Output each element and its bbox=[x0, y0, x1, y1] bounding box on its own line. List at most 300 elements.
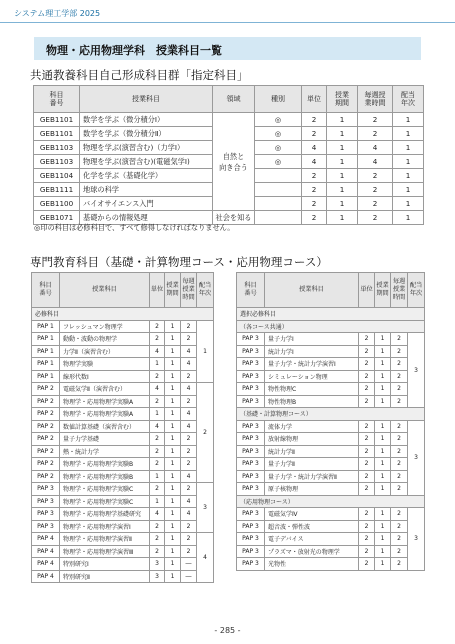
left-col-period bbox=[165, 273, 181, 308]
course-period: 1 bbox=[327, 211, 358, 225]
course-code: GEB1103 bbox=[34, 141, 80, 155]
course-code: PAP 3 bbox=[32, 483, 60, 496]
course-subject: バイオサイエンス入門 bbox=[80, 197, 213, 211]
course-year: 3 bbox=[197, 483, 214, 533]
course-subject: 量子力学Ⅱ bbox=[265, 458, 359, 471]
course-subject: 放射線物理 bbox=[265, 433, 359, 446]
course-code: GEB1111 bbox=[34, 183, 80, 197]
course-hours: 4 bbox=[358, 155, 393, 169]
course-units: 2 bbox=[359, 420, 375, 433]
course-units: 2 bbox=[359, 383, 375, 396]
table-row bbox=[237, 470, 425, 483]
course-units: 4 bbox=[302, 155, 327, 169]
course-hours: 2 bbox=[391, 333, 408, 346]
course-subject: 量子力学基礎 bbox=[60, 433, 150, 446]
course-year: 2 bbox=[197, 383, 214, 483]
course-hours: 2 bbox=[181, 545, 197, 558]
course-period: 1 bbox=[375, 545, 391, 558]
table-row bbox=[32, 483, 214, 496]
course-units: 2 bbox=[302, 113, 327, 127]
course-period: 1 bbox=[165, 445, 181, 458]
course-units: 2 bbox=[359, 533, 375, 546]
course-units: 2 bbox=[150, 333, 165, 346]
course-units: 2 bbox=[302, 211, 327, 225]
table-row bbox=[237, 433, 425, 446]
course-code: PAP 1 bbox=[32, 320, 60, 333]
page-number: - 285 - bbox=[214, 626, 241, 635]
course-units: 4 bbox=[150, 383, 165, 396]
right-col-units: 単位 bbox=[359, 273, 375, 308]
course-hours: 4 bbox=[181, 345, 197, 358]
right-col-hours-label: 毎週 授業 時間 bbox=[392, 278, 406, 301]
header-rule bbox=[0, 22, 455, 23]
course-subject: 物性物理C bbox=[265, 383, 359, 396]
course-units: 2 bbox=[359, 458, 375, 471]
right-col-code-label: 科目 番号 bbox=[244, 282, 257, 297]
area-society: 社会を知る bbox=[213, 211, 255, 225]
course-subject: 統計力学Ⅰ bbox=[265, 345, 359, 358]
course-subject: 物理学・応用物理学実験A bbox=[60, 408, 150, 421]
course-subject: 量子力学・統計力学演習Ⅰ bbox=[265, 358, 359, 371]
course-code: PAP 3 bbox=[237, 558, 265, 571]
table-row bbox=[237, 370, 425, 383]
course-period: 1 bbox=[165, 570, 181, 583]
course-units: 2 bbox=[359, 558, 375, 571]
table-row bbox=[32, 358, 214, 371]
course-period: 1 bbox=[165, 520, 181, 533]
course-code: PAP 3 bbox=[237, 508, 265, 521]
table-row bbox=[32, 508, 214, 521]
table-row bbox=[34, 113, 424, 127]
col-period-label: 授業 期間 bbox=[335, 91, 349, 107]
section1-heading: 共通教養科目自己形成科目群「指定科目」 bbox=[30, 68, 249, 82]
course-hours: 2 bbox=[391, 345, 408, 358]
course-subject: プラズマ・放射光の物理学 bbox=[265, 545, 359, 558]
course-code: PAP 4 bbox=[32, 570, 60, 583]
course-period: 1 bbox=[375, 433, 391, 446]
course-units: 2 bbox=[150, 483, 165, 496]
course-units: 2 bbox=[359, 445, 375, 458]
specialized-left-table bbox=[31, 272, 214, 583]
course-period: 1 bbox=[165, 495, 181, 508]
course-subject: 線形代数Ⅰ bbox=[60, 370, 150, 383]
course-subject: 数値計算基礎（演習含む） bbox=[60, 420, 150, 433]
course-hours: ― bbox=[181, 570, 197, 583]
course-period: 1 bbox=[327, 127, 358, 141]
course-subject: 電子デバイス bbox=[265, 533, 359, 546]
course-hours: 2 bbox=[391, 395, 408, 408]
right-col-hours bbox=[391, 273, 408, 308]
course-period: 1 bbox=[375, 420, 391, 433]
course-subject: シミュレーション物理 bbox=[265, 370, 359, 383]
course-period: 1 bbox=[375, 508, 391, 521]
specialized-right-table bbox=[236, 272, 425, 571]
subgroup-applied: （応用物理コース） bbox=[237, 495, 425, 508]
course-code: PAP 2 bbox=[32, 445, 60, 458]
course-units: 2 bbox=[150, 533, 165, 546]
course-subject: 物理学・応用物理学実験B bbox=[60, 458, 150, 471]
course-kind: ◎ bbox=[255, 155, 302, 169]
course-code: PAP 3 bbox=[237, 433, 265, 446]
course-hours: 4 bbox=[181, 420, 197, 433]
table-row bbox=[237, 545, 425, 558]
course-hours: 2 bbox=[358, 169, 393, 183]
course-code: PAP 2 bbox=[32, 420, 60, 433]
course-year: 1 bbox=[393, 155, 424, 169]
table-row bbox=[237, 333, 425, 346]
course-units: 2 bbox=[150, 458, 165, 471]
course-hours: 2 bbox=[181, 445, 197, 458]
col-period bbox=[327, 86, 358, 113]
course-period: 1 bbox=[375, 483, 391, 496]
required-note: ◎印の科目は必修科目で、すべて修得しなければなりません。 bbox=[34, 223, 235, 232]
table-row bbox=[237, 520, 425, 533]
course-hours: 2 bbox=[358, 113, 393, 127]
course-period: 1 bbox=[327, 113, 358, 127]
course-units: 2 bbox=[359, 333, 375, 346]
course-subject: 量子力学Ⅰ bbox=[265, 333, 359, 346]
course-units: 2 bbox=[302, 183, 327, 197]
course-units: 2 bbox=[359, 370, 375, 383]
right-col-code bbox=[237, 273, 265, 308]
table-row bbox=[32, 420, 214, 433]
course-year: 4 bbox=[197, 533, 214, 583]
course-period: 1 bbox=[375, 533, 391, 546]
course-subject: 特別研究Ⅱ bbox=[60, 570, 150, 583]
course-code: PAP 3 bbox=[237, 483, 265, 496]
course-code: GEB1101 bbox=[34, 127, 80, 141]
course-units: 2 bbox=[150, 370, 165, 383]
course-units: 2 bbox=[359, 508, 375, 521]
table-row bbox=[237, 358, 425, 371]
course-units: 1 bbox=[150, 358, 165, 371]
course-subject: 数学を学ぶ（微分積分Ⅱ） bbox=[80, 127, 213, 141]
table-row bbox=[237, 383, 425, 396]
course-code: PAP 4 bbox=[32, 558, 60, 571]
course-subject: 物理学・応用物理学基礎研究 bbox=[60, 508, 150, 521]
course-kind bbox=[255, 197, 302, 211]
course-kind: ◎ bbox=[255, 141, 302, 155]
course-units: 2 bbox=[302, 169, 327, 183]
course-code: PAP 4 bbox=[32, 545, 60, 558]
course-period: 1 bbox=[375, 395, 391, 408]
course-subject: 力学Ⅱ（演習含む） bbox=[60, 345, 150, 358]
group-row bbox=[32, 308, 214, 321]
table-row bbox=[237, 395, 425, 408]
col-code bbox=[34, 86, 80, 113]
course-hours: 2 bbox=[181, 483, 197, 496]
course-period: 1 bbox=[165, 395, 181, 408]
subgroup-common: （各コース共通） bbox=[237, 320, 425, 333]
course-kind bbox=[255, 169, 302, 183]
course-code: PAP 3 bbox=[237, 395, 265, 408]
col-hours-label: 毎週授 業時間 bbox=[364, 91, 386, 107]
course-code: PAP 1 bbox=[32, 345, 60, 358]
course-hours: 2 bbox=[358, 127, 393, 141]
course-hours: 2 bbox=[181, 433, 197, 446]
course-period: 1 bbox=[165, 458, 181, 471]
course-units: 2 bbox=[359, 433, 375, 446]
course-subject: 流体力学 bbox=[265, 420, 359, 433]
table-row bbox=[237, 508, 425, 521]
table-row bbox=[237, 558, 425, 571]
course-subject: 熱・統計力学 bbox=[60, 445, 150, 458]
course-period: 1 bbox=[375, 345, 391, 358]
table-row bbox=[32, 520, 214, 533]
course-code: PAP 1 bbox=[32, 370, 60, 383]
course-period: 1 bbox=[165, 345, 181, 358]
course-code: PAP 4 bbox=[32, 533, 60, 546]
course-hours: 2 bbox=[391, 458, 408, 471]
left-col-period-label: 授業 期間 bbox=[166, 282, 179, 297]
table-row bbox=[32, 333, 214, 346]
course-period: 1 bbox=[327, 155, 358, 169]
course-kind bbox=[255, 211, 302, 225]
course-subject: 統計力学Ⅱ bbox=[265, 445, 359, 458]
course-code: PAP 1 bbox=[32, 333, 60, 346]
course-period: 1 bbox=[375, 333, 391, 346]
table-row bbox=[32, 370, 214, 383]
course-code: PAP 1 bbox=[32, 358, 60, 371]
course-subject: 量子力学・統計力学演習Ⅱ bbox=[265, 470, 359, 483]
course-year: 1 bbox=[393, 141, 424, 155]
col-hours bbox=[358, 86, 393, 113]
course-hours: 2 bbox=[391, 545, 408, 558]
right-col-period bbox=[375, 273, 391, 308]
course-period: 1 bbox=[375, 520, 391, 533]
course-units: 2 bbox=[359, 483, 375, 496]
course-subject: 動動・波動の物理学 bbox=[60, 333, 150, 346]
course-units: 3 bbox=[150, 558, 165, 571]
course-subject: 物理学・応用物理学演習Ⅲ bbox=[60, 545, 150, 558]
course-code: PAP 3 bbox=[237, 370, 265, 383]
area-nature: 自然と 向き合う bbox=[213, 113, 255, 211]
course-units: 2 bbox=[359, 358, 375, 371]
course-subject: 物性物理B bbox=[265, 395, 359, 408]
course-period: 1 bbox=[375, 358, 391, 371]
course-subject: フレッシュマン物理学 bbox=[60, 320, 150, 333]
course-subject: 物理学・応用物理学実験B bbox=[60, 470, 150, 483]
course-subject: 物理学・応用物理学演習Ⅰ bbox=[60, 520, 150, 533]
right-col-subject: 授業科目 bbox=[265, 273, 359, 308]
course-units: 4 bbox=[302, 141, 327, 155]
course-hours: 2 bbox=[391, 445, 408, 458]
course-subject: 物理学・応用物理学実験C bbox=[60, 483, 150, 496]
course-kind: ◎ bbox=[255, 127, 302, 141]
course-hours: 2 bbox=[391, 433, 408, 446]
left-col-code bbox=[32, 273, 60, 308]
course-period: 1 bbox=[165, 558, 181, 571]
table-row bbox=[32, 458, 214, 471]
left-col-units: 単位 bbox=[150, 273, 165, 308]
course-units: 2 bbox=[150, 520, 165, 533]
course-period: 1 bbox=[375, 370, 391, 383]
course-code: PAP 2 bbox=[32, 458, 60, 471]
course-units: 4 bbox=[150, 345, 165, 358]
table-row bbox=[32, 395, 214, 408]
course-units: 2 bbox=[359, 520, 375, 533]
table-row bbox=[32, 408, 214, 421]
course-hours: 4 bbox=[181, 495, 197, 508]
course-hours: 2 bbox=[391, 383, 408, 396]
course-period: 1 bbox=[165, 358, 181, 371]
course-units: 1 bbox=[150, 495, 165, 508]
table-row bbox=[32, 558, 214, 571]
course-code: PAP 3 bbox=[237, 520, 265, 533]
table-row bbox=[32, 445, 214, 458]
course-hours: 2 bbox=[391, 508, 408, 521]
course-code: GEB1071 bbox=[34, 211, 80, 225]
course-units: 2 bbox=[302, 197, 327, 211]
left-col-code-label: 科目 番号 bbox=[39, 282, 52, 297]
course-period: 1 bbox=[165, 320, 181, 333]
course-code: PAP 3 bbox=[32, 520, 60, 533]
table-row bbox=[237, 533, 425, 546]
group-row bbox=[237, 495, 425, 508]
table-row bbox=[237, 445, 425, 458]
course-hours: 2 bbox=[391, 420, 408, 433]
course-subject: 化学を学ぶ（基礎化学） bbox=[80, 169, 213, 183]
course-code: PAP 3 bbox=[237, 383, 265, 396]
left-col-hours-label: 毎週 授業 時間 bbox=[182, 278, 195, 301]
course-year: 1 bbox=[197, 320, 214, 383]
table-row bbox=[32, 495, 214, 508]
right-col-year-label: 配当 年次 bbox=[409, 282, 423, 297]
course-code: PAP 3 bbox=[32, 508, 60, 521]
course-subject: 物理学・応用物理学実験A bbox=[60, 395, 150, 408]
left-col-subject: 授業科目 bbox=[60, 273, 150, 308]
course-period: 1 bbox=[165, 370, 181, 383]
table-row bbox=[32, 545, 214, 558]
course-hours: 2 bbox=[391, 470, 408, 483]
course-units: 2 bbox=[150, 545, 165, 558]
right-col-year bbox=[408, 273, 425, 308]
course-code: PAP 2 bbox=[32, 408, 60, 421]
course-hours: 2 bbox=[358, 211, 393, 225]
course-period: 1 bbox=[375, 470, 391, 483]
left-col-hours bbox=[181, 273, 197, 308]
col-kind: 種別 bbox=[255, 86, 302, 113]
course-code: PAP 2 bbox=[32, 383, 60, 396]
course-hours: 2 bbox=[358, 197, 393, 211]
table-row bbox=[32, 433, 214, 446]
course-code: GEB1100 bbox=[34, 197, 80, 211]
course-units: 2 bbox=[359, 545, 375, 558]
course-hours: 4 bbox=[181, 470, 197, 483]
course-units: 1 bbox=[150, 408, 165, 421]
course-period: 1 bbox=[375, 458, 391, 471]
course-period: 1 bbox=[165, 533, 181, 546]
course-units: 2 bbox=[359, 345, 375, 358]
course-hours: 2 bbox=[181, 520, 197, 533]
course-code: PAP 2 bbox=[32, 433, 60, 446]
table-row bbox=[32, 570, 214, 583]
course-period: 1 bbox=[165, 433, 181, 446]
course-units: 4 bbox=[150, 420, 165, 433]
course-year: 1 bbox=[393, 169, 424, 183]
course-code: PAP 2 bbox=[32, 470, 60, 483]
course-year: 1 bbox=[393, 211, 424, 225]
course-period: 1 bbox=[327, 169, 358, 183]
table-row bbox=[32, 533, 214, 546]
course-units: 2 bbox=[150, 433, 165, 446]
course-code: PAP 3 bbox=[237, 358, 265, 371]
course-units: 3 bbox=[150, 570, 165, 583]
course-kind: ◎ bbox=[255, 113, 302, 127]
course-year: 1 bbox=[393, 197, 424, 211]
course-period: 1 bbox=[165, 420, 181, 433]
course-hours: 4 bbox=[181, 408, 197, 421]
course-hours: 2 bbox=[391, 520, 408, 533]
course-hours: ― bbox=[181, 558, 197, 571]
course-hours: 2 bbox=[391, 483, 408, 496]
right-col-period-label: 授業 期間 bbox=[376, 282, 389, 297]
course-hours: 4 bbox=[181, 383, 197, 396]
course-code: PAP 3 bbox=[237, 545, 265, 558]
course-code: PAP 2 bbox=[32, 395, 60, 408]
course-units: 2 bbox=[150, 320, 165, 333]
course-subject: 原子核物理 bbox=[265, 483, 359, 496]
course-code: PAP 3 bbox=[237, 445, 265, 458]
course-units: 1 bbox=[150, 470, 165, 483]
course-code: PAP 3 bbox=[237, 533, 265, 546]
course-hours: 2 bbox=[181, 395, 197, 408]
course-units: 2 bbox=[302, 127, 327, 141]
course-period: 1 bbox=[165, 383, 181, 396]
designated-courses-table bbox=[33, 85, 424, 225]
course-units: 2 bbox=[359, 395, 375, 408]
course-hours: 2 bbox=[181, 458, 197, 471]
page-title: 物理・応用物理学科 授業科目一覧 bbox=[46, 44, 222, 57]
group-row bbox=[237, 308, 425, 321]
group-required: 必修科目 bbox=[32, 308, 214, 321]
course-year: 1 bbox=[393, 127, 424, 141]
course-subject: 物理学・応用物理学実験C bbox=[60, 495, 150, 508]
course-year: 3 bbox=[408, 333, 425, 408]
course-code: PAP 3 bbox=[237, 333, 265, 346]
course-code: PAP 3 bbox=[237, 420, 265, 433]
col-year-label: 配当 年次 bbox=[401, 91, 415, 107]
group-row bbox=[237, 320, 425, 333]
course-period: 1 bbox=[165, 508, 181, 521]
course-units: 2 bbox=[359, 470, 375, 483]
course-period: 1 bbox=[375, 558, 391, 571]
course-subject: 基礎からの情報処理 bbox=[80, 211, 213, 225]
table-row bbox=[32, 470, 214, 483]
course-subject: 超音波・弾性波 bbox=[265, 520, 359, 533]
table-row bbox=[32, 345, 214, 358]
course-hours: 2 bbox=[391, 358, 408, 371]
course-units: 2 bbox=[150, 445, 165, 458]
course-year: 1 bbox=[393, 113, 424, 127]
table-row bbox=[237, 483, 425, 496]
group-row bbox=[237, 408, 425, 421]
course-subject: 数学を学ぶ（微分積分Ⅰ） bbox=[80, 113, 213, 127]
course-hours: 4 bbox=[181, 358, 197, 371]
course-hours: 2 bbox=[391, 558, 408, 571]
course-year: 3 bbox=[408, 420, 425, 495]
subgroup-basic: （基礎・計算物理コース） bbox=[237, 408, 425, 421]
course-period: 1 bbox=[165, 333, 181, 346]
course-hours: 2 bbox=[391, 533, 408, 546]
col-code-label: 科目 番号 bbox=[49, 91, 64, 107]
course-hours: 2 bbox=[181, 370, 197, 383]
course-subject: 光物性 bbox=[265, 558, 359, 571]
col-units: 単位 bbox=[302, 86, 327, 113]
course-units: 4 bbox=[150, 508, 165, 521]
course-period: 1 bbox=[165, 408, 181, 421]
course-subject: 地球の科学 bbox=[80, 183, 213, 197]
